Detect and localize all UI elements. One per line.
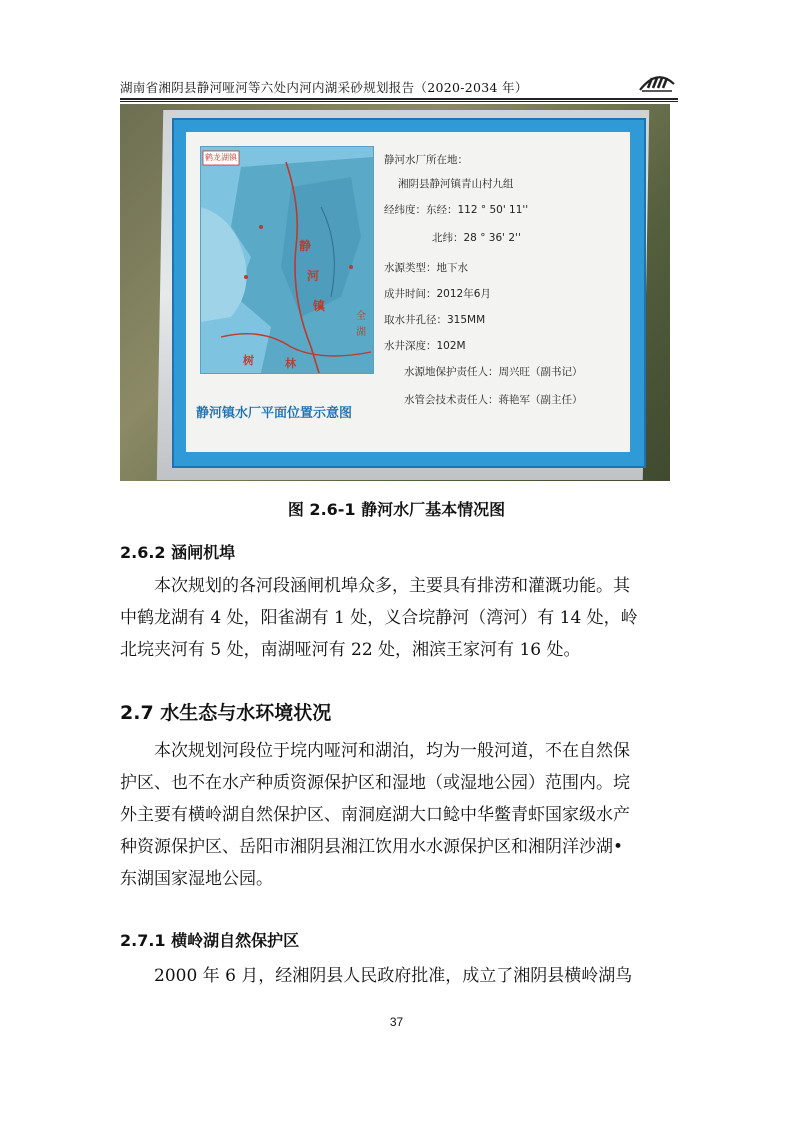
section-body-2-6-2	[120, 570, 680, 666]
info-well-diameter: 取水井孔径：315MM	[384, 314, 486, 326]
info-protection-officer: 水源地保护责任人：周兴旺（副书记）	[404, 366, 583, 378]
report-title: 湖南省湘阴县静河哑河等六处内河内湖采砂规划报告（2020-2034 年）	[120, 80, 528, 95]
section-heading-2-6-2: 2.6.2 涵闸机埠	[120, 543, 236, 562]
info-source-type: 水源类型：地下水	[384, 262, 468, 274]
map-label-lin: 林	[285, 357, 296, 370]
paragraph-line: 种资源保护区、岳阳市湘阴县湘江饮用水水源保护区和湘阴洋沙湖•	[120, 837, 624, 857]
map-drawing	[201, 147, 373, 373]
map-label-town: 鹤龙湖镇	[205, 153, 237, 162]
paragraph-line: 北垸夹河有 5 处，南湖哑河有 22 处，湘滨王家河有 16 处。	[120, 640, 581, 660]
sign-panel	[186, 132, 630, 452]
figure-photo	[120, 104, 670, 481]
map-label-shu: 树	[243, 354, 254, 367]
paragraph-line: 中鹤龙湖有 4 处，阳雀湖有 1 处，义合垸静河（湾河）有 14 处，岭	[120, 608, 638, 628]
info-well-date: 成井时间：2012年6月	[384, 288, 491, 300]
header-rule-thin	[120, 101, 678, 102]
paragraph-line: 2000 年 6 月，经湘阴县人民政府批准，成立了湘阴县横岭湖鸟	[154, 966, 633, 986]
map-label-quan: 全	[356, 311, 366, 322]
info-location: 湘阴县静河镇青山村九组	[398, 178, 514, 190]
info-technical-officer: 水管会技术责任人：蒋艳军（副主任）	[404, 394, 583, 406]
info-location-label: 静河水厂所在地：	[384, 154, 468, 166]
info-well-depth: 水井深度：102M	[384, 340, 466, 352]
map-label-jing: 静	[299, 239, 312, 253]
paragraph-line: 本次规划的各河段涵闸机埠众多，主要具有排涝和灌溉功能。其	[154, 576, 630, 596]
paragraph-line: 护区、也不在水产种质资源保护区和湿地（或湿地公园）范围内。垸	[120, 773, 630, 793]
company-logo	[636, 72, 678, 94]
page-header	[120, 78, 678, 98]
paragraph-line: 外主要有横岭湖自然保护区、南洞庭湖大口鲶中华鳖青虾国家级水产	[120, 805, 630, 825]
section-heading-2-7: 2.7 水生态与水环境状况	[120, 702, 332, 724]
section-body-2-7	[120, 735, 680, 895]
figure-caption: 图 2.6-1 静河水厂基本情况图	[287, 500, 506, 519]
section-body-2-7-1	[120, 960, 680, 992]
map-label-hu: 湖	[356, 327, 366, 338]
map-label-he: 河	[307, 269, 320, 283]
section-heading-2-7-1: 2.7.1 横岭湖自然保护区	[120, 931, 300, 950]
sign-board	[172, 118, 646, 468]
info-longitude: 经纬度：东经：112 ° 50' 11''	[384, 204, 529, 216]
page-number: 37	[389, 1015, 404, 1029]
paragraph-line: 东湖国家湿地公园。	[120, 869, 273, 889]
map-caption: 静河镇水厂平面位置示意图	[196, 406, 353, 421]
paragraph-line: 本次规划河段位于垸内哑河和湖泊，均为一般河道，不在自然保	[154, 741, 630, 761]
header-rule	[120, 98, 678, 100]
location-map	[200, 146, 374, 374]
map-label-zhen: 镇	[313, 299, 326, 313]
info-latitude: 北纬：28 ° 36' 2''	[432, 232, 521, 244]
